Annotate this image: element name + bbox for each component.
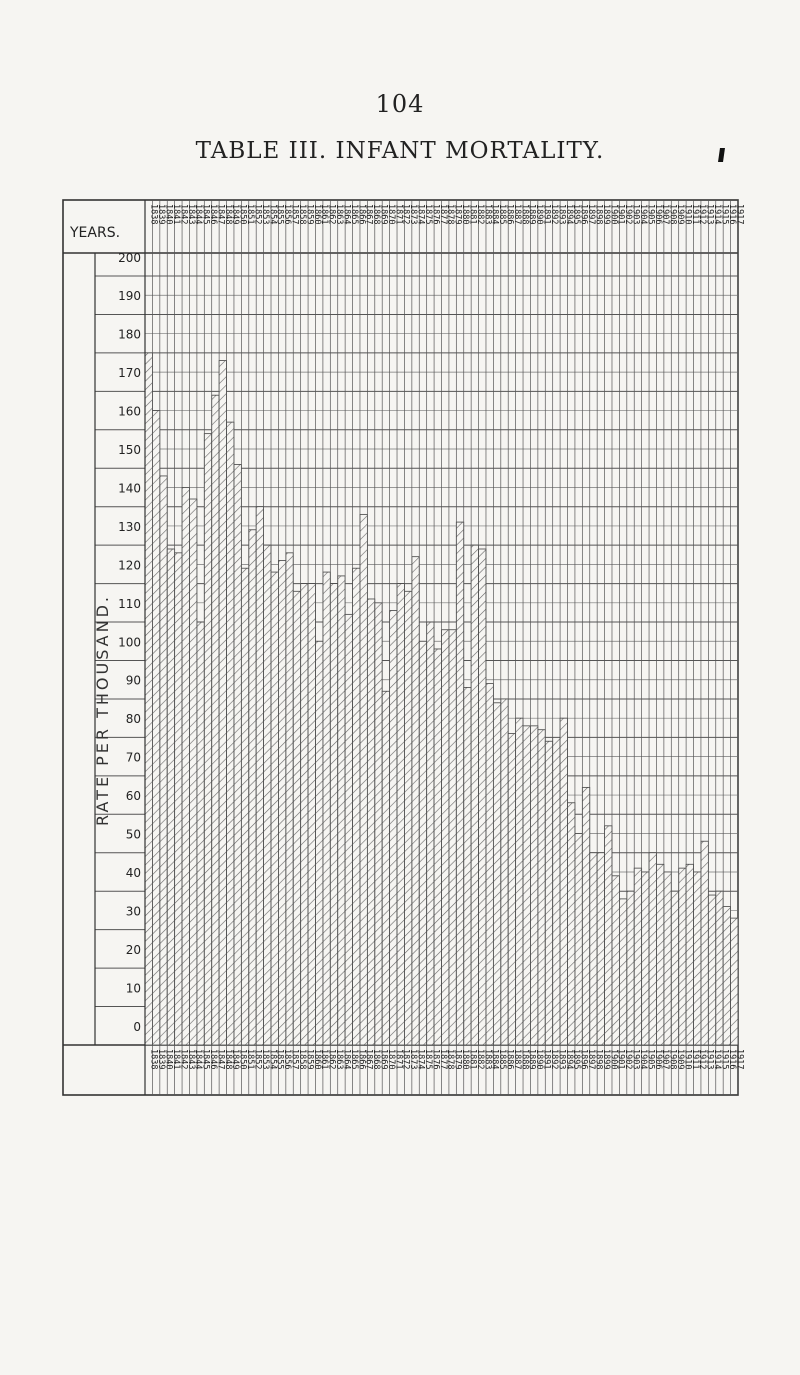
bar-1900 — [605, 826, 612, 1045]
year-label-bottom: 1842 — [178, 1049, 189, 1070]
year-label-bottom: 1907 — [660, 1049, 671, 1070]
year-label-bottom: 1854 — [267, 1049, 278, 1070]
year-label-bottom: 1860 — [311, 1049, 322, 1070]
year-label-top: 1847 — [215, 204, 226, 225]
year-label-bottom: 1917 — [734, 1049, 745, 1070]
y-tick-label: 10 — [125, 981, 141, 996]
year-label-top: 1895 — [571, 204, 582, 225]
bar-1916 — [723, 907, 730, 1045]
year-label-top: 1845 — [200, 204, 211, 225]
year-label-bottom: 1864 — [341, 1049, 352, 1070]
years-header: YEARS. — [70, 225, 121, 241]
year-label-top: 1904 — [637, 204, 648, 225]
y-tick-label: 130 — [118, 519, 141, 534]
bar-1854 — [264, 545, 271, 1045]
year-label-top: 1872 — [400, 204, 411, 225]
year-label-top: 1849 — [230, 204, 241, 225]
year-label-top: 1911 — [689, 204, 700, 225]
bar-1875 — [419, 641, 426, 1045]
bar-1896 — [575, 834, 582, 1045]
year-label-bottom: 1888 — [519, 1049, 530, 1070]
bar-1903 — [627, 891, 634, 1045]
bar-1894 — [560, 718, 567, 1045]
year-label-bottom: 1852 — [252, 1049, 263, 1070]
year-label-top: 1886 — [504, 204, 515, 225]
year-label-top: 1878 — [445, 204, 456, 225]
grid-cols — [145, 200, 738, 1095]
y-tick-label: 140 — [118, 481, 141, 496]
year-label-bottom: 1886 — [504, 1049, 515, 1070]
y-tick-label: 80 — [125, 712, 141, 727]
bar-1870 — [382, 691, 389, 1045]
year-label-top: 1867 — [363, 204, 374, 225]
bar-1841 — [167, 549, 174, 1045]
year-label-bottom: 1895 — [571, 1049, 582, 1070]
year-label-top: 1891 — [541, 204, 552, 225]
bar-1914 — [708, 895, 715, 1045]
bar-1861 — [315, 641, 322, 1045]
bar-1849 — [227, 422, 234, 1045]
bar-1891 — [538, 730, 545, 1045]
bar-1865 — [345, 614, 352, 1045]
bar-1913 — [701, 841, 708, 1045]
year-label-bottom: 1853 — [259, 1049, 270, 1070]
year-label-bottom: 1883 — [482, 1049, 493, 1070]
year-label-top: 1905 — [645, 204, 656, 225]
bar-1897 — [582, 787, 589, 1045]
y-tick-labels — [118, 251, 141, 1034]
bar-1872 — [397, 584, 404, 1045]
year-label-bottom: 1843 — [185, 1049, 196, 1070]
bar-1864 — [338, 576, 345, 1045]
year-label-bottom: 1908 — [667, 1049, 678, 1070]
year-label-top: 1894 — [563, 204, 574, 225]
year-label-top: 1864 — [341, 204, 352, 225]
year-label-top: 1879 — [452, 204, 463, 225]
bar-1899 — [597, 853, 604, 1045]
bar-1910 — [679, 868, 686, 1045]
year-label-bottom: 1865 — [348, 1049, 359, 1070]
year-label-top: 1841 — [170, 204, 181, 225]
year-label-bottom: 1856 — [282, 1049, 293, 1070]
bar-1883 — [479, 549, 486, 1045]
y-axis-label: RATE PER THOUSAND. — [93, 594, 112, 826]
bar-1887 — [508, 734, 515, 1045]
year-label-top: 1870 — [385, 204, 396, 225]
year-label-top: 1861 — [319, 204, 330, 225]
bar-1851 — [241, 568, 248, 1045]
year-label-bottom: 1906 — [652, 1049, 663, 1070]
year-label-top: 1890 — [534, 204, 545, 225]
year-labels-top — [149, 204, 745, 224]
bar-1904 — [634, 868, 641, 1045]
year-label-top: 1859 — [304, 204, 315, 225]
year-label-bottom: 1890 — [534, 1049, 545, 1070]
year-label-bottom: 1868 — [371, 1049, 382, 1070]
y-tick-label: 150 — [118, 443, 141, 458]
year-label-top: 1883 — [482, 204, 493, 225]
bar-1873 — [404, 591, 411, 1045]
year-label-bottom: 1848 — [222, 1049, 233, 1070]
bar-1901 — [612, 876, 619, 1045]
year-label-bottom: 1840 — [163, 1049, 174, 1070]
y-tick-label: 160 — [118, 404, 141, 419]
year-label-top: 1868 — [371, 204, 382, 225]
year-label-bottom: 1858 — [296, 1049, 307, 1070]
year-label-top: 1876 — [430, 204, 441, 225]
year-label-bottom: 1861 — [319, 1049, 330, 1070]
year-label-top: 1901 — [615, 204, 626, 225]
y-tick-label: 100 — [118, 635, 141, 650]
bar-1877 — [434, 649, 441, 1045]
year-label-top: 1892 — [548, 204, 559, 225]
year-label-top: 1844 — [193, 204, 204, 225]
year-label-top: 1838 — [148, 204, 159, 225]
year-label-top: 1896 — [578, 204, 589, 225]
year-label-top: 1906 — [652, 204, 663, 225]
bar-1866 — [353, 568, 360, 1045]
year-label-bottom: 1894 — [563, 1049, 574, 1070]
year-label-bottom: 1841 — [170, 1049, 181, 1070]
year-label-top: 1888 — [519, 204, 530, 225]
bar-1842 — [175, 553, 182, 1045]
year-label-bottom: 1885 — [497, 1049, 508, 1070]
bar-1890 — [530, 726, 537, 1045]
year-label-bottom: 1902 — [623, 1049, 634, 1070]
bar-1871 — [390, 611, 397, 1045]
bar-1908 — [664, 872, 671, 1045]
bar-1843 — [182, 487, 189, 1045]
year-label-bottom: 1879 — [452, 1049, 463, 1070]
y-tick-label: 20 — [125, 942, 141, 957]
y-tick-label: 60 — [125, 789, 141, 804]
year-label-bottom: 1900 — [608, 1049, 619, 1070]
bar-1858 — [293, 591, 300, 1045]
year-label-top: 1842 — [178, 204, 189, 225]
year-label-bottom: 1844 — [193, 1049, 204, 1070]
y-tick-label: 200 — [118, 250, 141, 265]
bar-1893 — [553, 737, 560, 1045]
year-label-bottom: 1892 — [548, 1049, 559, 1070]
bar-1902 — [619, 899, 626, 1045]
year-label-top: 1913 — [704, 204, 715, 225]
bar-1839 — [152, 411, 159, 1045]
year-label-bottom: 1872 — [400, 1049, 411, 1070]
year-label-top: 1840 — [163, 204, 174, 225]
year-label-top: 1897 — [586, 204, 597, 225]
year-label-top: 1884 — [489, 204, 500, 225]
year-label-bottom: 1875 — [422, 1049, 433, 1070]
bar-1848 — [219, 361, 226, 1045]
year-label-bottom: 1889 — [526, 1049, 537, 1070]
year-label-top: 1910 — [682, 204, 693, 225]
y-tick-label: 40 — [125, 865, 141, 880]
year-label-bottom: 1878 — [445, 1049, 456, 1070]
year-label-top: 1853 — [259, 204, 270, 225]
year-label-top: 1916 — [726, 204, 737, 225]
year-label-top: 1898 — [593, 204, 604, 225]
y-tick-label: 170 — [118, 366, 141, 381]
year-label-top: 1893 — [556, 204, 567, 225]
year-label-bottom: 1898 — [593, 1049, 604, 1070]
year-label-bottom: 1866 — [356, 1049, 367, 1070]
year-label-top: 1882 — [474, 204, 485, 225]
year-label-bottom: 1893 — [556, 1049, 567, 1070]
year-label-bottom: 1859 — [304, 1049, 315, 1070]
year-label-top: 1869 — [378, 204, 389, 225]
year-label-top: 1848 — [222, 204, 233, 225]
year-label-top: 1858 — [296, 204, 307, 225]
year-label-top: 1889 — [526, 204, 537, 225]
y-tick-label: 180 — [118, 327, 141, 342]
bar-1869 — [375, 603, 382, 1045]
bar-1867 — [360, 514, 367, 1045]
year-label-bottom: 1873 — [408, 1049, 419, 1070]
bar-1846 — [204, 434, 211, 1045]
y-tick-label: 120 — [118, 558, 141, 573]
year-label-bottom: 1857 — [289, 1049, 300, 1070]
bar-1907 — [656, 864, 663, 1045]
year-label-top: 1887 — [511, 204, 522, 225]
year-label-bottom: 1871 — [393, 1049, 404, 1070]
year-label-bottom: 1851 — [245, 1049, 256, 1070]
year-label-bottom: 1847 — [215, 1049, 226, 1070]
table-title: TABLE III. INFANT MORTALITY. — [195, 138, 605, 164]
year-label-top: 1873 — [408, 204, 419, 225]
year-label-bottom: 1874 — [415, 1049, 426, 1070]
year-label-top: 1862 — [326, 204, 337, 225]
year-label-bottom: 1862 — [326, 1049, 337, 1070]
year-label-bottom: 1882 — [474, 1049, 485, 1070]
bar-1911 — [686, 864, 693, 1045]
year-label-bottom: 1897 — [586, 1049, 597, 1070]
year-label-top: 1856 — [282, 204, 293, 225]
year-label-bottom: 1869 — [378, 1049, 389, 1070]
year-label-bottom: 1896 — [578, 1049, 589, 1070]
year-label-bottom: 1912 — [697, 1049, 708, 1070]
year-label-bottom: 1903 — [630, 1049, 641, 1070]
year-label-top: 1871 — [393, 204, 404, 225]
year-label-top: 1915 — [719, 204, 730, 225]
bar-1855 — [271, 572, 278, 1045]
bar-1859 — [301, 584, 308, 1045]
bar-1895 — [568, 803, 575, 1045]
year-label-bottom: 1845 — [200, 1049, 211, 1070]
year-labels-bottom — [149, 1049, 745, 1069]
y-tick-label: 110 — [118, 596, 141, 611]
y-tick-label: 70 — [125, 750, 141, 765]
year-label-top: 1877 — [437, 204, 448, 225]
year-label-bottom: 1887 — [511, 1049, 522, 1070]
year-label-bottom: 1904 — [637, 1049, 648, 1070]
year-label-bottom: 1899 — [600, 1049, 611, 1070]
year-label-top: 1846 — [208, 204, 219, 225]
year-label-top: 1851 — [245, 204, 256, 225]
bar-1880 — [456, 522, 463, 1045]
year-label-bottom: 1863 — [334, 1049, 345, 1070]
year-label-bottom: 1881 — [467, 1049, 478, 1070]
year-label-top: 1874 — [415, 204, 426, 225]
year-label-bottom: 1870 — [385, 1049, 396, 1070]
y-tick-label: 30 — [125, 904, 141, 919]
year-label-top: 1863 — [334, 204, 345, 225]
bar-1886 — [501, 699, 508, 1045]
bar-1892 — [545, 741, 552, 1045]
page-number: 104 — [375, 90, 425, 118]
year-label-top: 1843 — [185, 204, 196, 225]
year-label-bottom: 1905 — [645, 1049, 656, 1070]
bar-1840 — [160, 476, 167, 1045]
year-label-top: 1852 — [252, 204, 263, 225]
year-label-top: 1866 — [356, 204, 367, 225]
year-label-top: 1850 — [237, 204, 248, 225]
year-label-bottom: 1846 — [208, 1049, 219, 1070]
year-label-bottom: 1901 — [615, 1049, 626, 1070]
bar-1909 — [671, 891, 678, 1045]
bar-1850 — [234, 464, 241, 1045]
bar-1917 — [731, 918, 738, 1045]
year-label-top: 1909 — [674, 204, 685, 225]
bar-1863 — [330, 584, 337, 1045]
bar-1868 — [367, 599, 374, 1045]
bar-1878 — [442, 630, 449, 1045]
bar-1844 — [189, 499, 196, 1045]
bar-1856 — [278, 561, 285, 1045]
bar-1882 — [471, 545, 478, 1045]
bar-1879 — [449, 630, 456, 1045]
bar-1876 — [427, 622, 434, 1045]
year-label-top: 1865 — [348, 204, 359, 225]
bar-1845 — [197, 622, 204, 1045]
bar-1847 — [212, 395, 219, 1045]
year-label-top: 1914 — [712, 204, 723, 225]
year-label-bottom: 1915 — [719, 1049, 730, 1070]
year-label-top: 1899 — [600, 204, 611, 225]
bar-1852 — [249, 530, 256, 1045]
year-label-bottom: 1839 — [156, 1049, 167, 1070]
year-label-bottom: 1838 — [148, 1049, 159, 1070]
year-label-top: 1880 — [460, 204, 471, 225]
bar-1862 — [323, 572, 330, 1045]
bar-1898 — [590, 853, 597, 1045]
year-label-top: 1875 — [422, 204, 433, 225]
year-label-bottom: 1876 — [430, 1049, 441, 1070]
year-label-top: 1860 — [311, 204, 322, 225]
y-tick-label: 50 — [125, 827, 141, 842]
bar-1874 — [412, 557, 419, 1045]
year-label-top: 1903 — [630, 204, 641, 225]
y-tick-label: 190 — [118, 289, 141, 304]
bar-1906 — [649, 853, 656, 1045]
year-label-bottom: 1855 — [274, 1049, 285, 1070]
year-label-top: 1854 — [267, 204, 278, 225]
bar-1912 — [694, 872, 701, 1045]
bar-1857 — [286, 553, 293, 1045]
year-label-bottom: 1910 — [682, 1049, 693, 1070]
year-label-bottom: 1911 — [689, 1049, 700, 1070]
year-label-top: 1900 — [608, 204, 619, 225]
year-label-bottom: 1850 — [237, 1049, 248, 1070]
bar-1885 — [493, 703, 500, 1045]
bar-1853 — [256, 507, 263, 1045]
year-label-bottom: 1849 — [230, 1049, 241, 1070]
year-label-bottom: 1880 — [460, 1049, 471, 1070]
year-label-bottom: 1891 — [541, 1049, 552, 1070]
year-label-top: 1902 — [623, 204, 634, 225]
year-label-bottom: 1909 — [674, 1049, 685, 1070]
bar-1889 — [523, 726, 530, 1045]
year-label-top: 1881 — [467, 204, 478, 225]
bar-1884 — [486, 684, 493, 1045]
year-label-bottom: 1867 — [363, 1049, 374, 1070]
year-label-bottom: 1884 — [489, 1049, 500, 1070]
year-label-top: 1917 — [734, 204, 745, 225]
year-label-top: 1839 — [156, 204, 167, 225]
bar-1881 — [464, 687, 471, 1045]
bar-1888 — [516, 718, 523, 1045]
year-label-top: 1857 — [289, 204, 300, 225]
year-label-top: 1885 — [497, 204, 508, 225]
year-label-top: 1907 — [660, 204, 671, 225]
year-label-top: 1912 — [697, 204, 708, 225]
y-tick-label: 90 — [125, 673, 141, 688]
year-label-bottom: 1916 — [726, 1049, 737, 1070]
year-label-bottom: 1913 — [704, 1049, 715, 1070]
bar-1915 — [716, 891, 723, 1045]
bar-1905 — [642, 872, 649, 1045]
bar-1838 — [145, 353, 152, 1045]
year-label-top: 1908 — [667, 204, 678, 225]
year-label-bottom: 1914 — [712, 1049, 723, 1070]
bar-1860 — [308, 584, 315, 1045]
year-label-top: 1855 — [274, 204, 285, 225]
y-tick-label: 0 — [133, 1019, 141, 1034]
year-label-bottom: 1877 — [437, 1049, 448, 1070]
